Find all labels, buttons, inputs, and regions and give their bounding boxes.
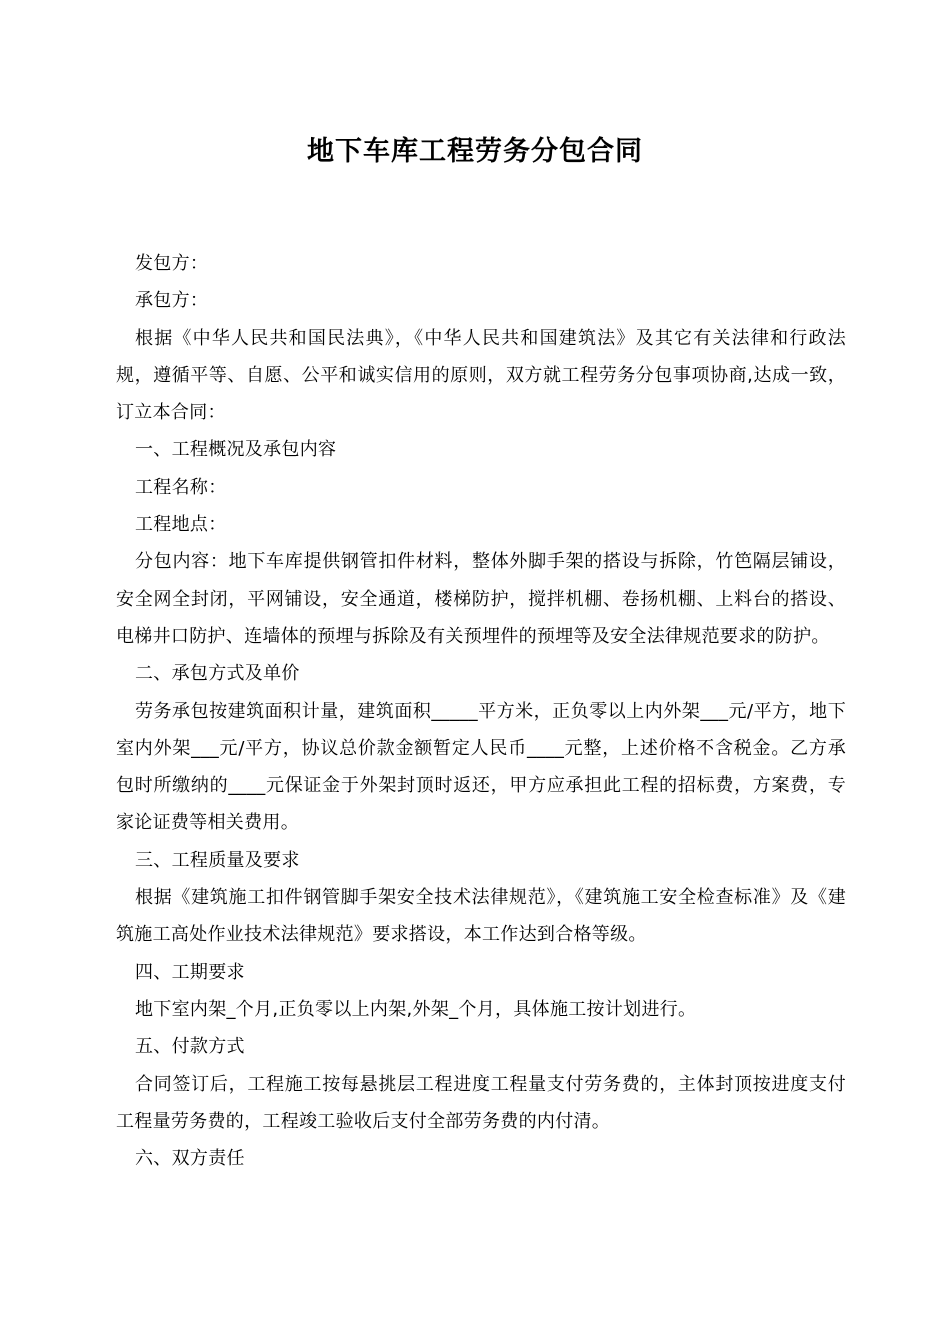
pricing-paragraph: 劳务承包按建筑面积计量，建筑面积_____平方米，正负零以上内外架___元/平方，地下室内外架___元/平方，协议总价款金额暂定人民币____元整，上述价格不含税金。乙方承包时所缴纳的____元保证金于外架封顶时返还，甲方应承担此工程的招标费，方案费，专家论证费等相关费用。 [116, 700, 846, 834]
section-heading: 二、承包方式及单价 [135, 663, 300, 685]
section-heading: 一、工程概况及承包内容 [135, 439, 337, 461]
section-heading: 六、双方责任 [135, 1148, 245, 1170]
section-heading: 五、付款方式 [135, 1036, 245, 1058]
preamble-paragraph: 根据《中华人民共和国民法典》，《中华人民共和国建筑法》及其它有关法律和行政法规，遵循平等、自愿、公平和诚实信用的原则，双方就工程劳务分包事项协商,达成一致，订立本合同： [116, 327, 846, 424]
section-heading: 四、工期要求 [135, 961, 245, 983]
schedule-paragraph: 地下室内架_个月,正负零以上内架,外架_个月，具体施工按计划进行。 [135, 998, 697, 1020]
project-name-line: 工程名称： [135, 476, 227, 498]
quality-paragraph: 根据《建筑施工扣件钢管脚手架安全技术法律规范》，《建筑施工安全检查标准》及《建筑施工高处作业技术法律规范》要求搭设，本工作达到合格等级。 [116, 887, 846, 946]
payment-paragraph: 合同签订后，工程施工按每悬挑层工程进度工程量支付劳务费的，主体封顶按进度支付工程量劳务费的，工程竣工验收后支付全部劳务费的内付清。 [116, 1073, 846, 1132]
party-b-line: 承包方： [135, 290, 209, 312]
subcontract-scope-paragraph: 分包内容：地下车库提供钢管扣件材料，整体外脚手架的搭设与拆除，竹笆隔层铺设，安全网全封闭，平网铺设，安全通道，楼梯防护，搅拌机棚、卷扬机棚、上料台的搭设、电梯井口防护、连墙体的预埋与拆除及有关预埋件的预埋等及安全法律规范要求的防护。 [116, 551, 846, 647]
section-heading: 三、工程质量及要求 [135, 849, 300, 871]
project-location-line: 工程地点： [135, 514, 227, 536]
document-title: 地下车库工程劳务分包合同 [307, 136, 643, 167]
party-a-line: 发包方： [135, 253, 209, 274]
document-body [116, 245, 846, 1177]
